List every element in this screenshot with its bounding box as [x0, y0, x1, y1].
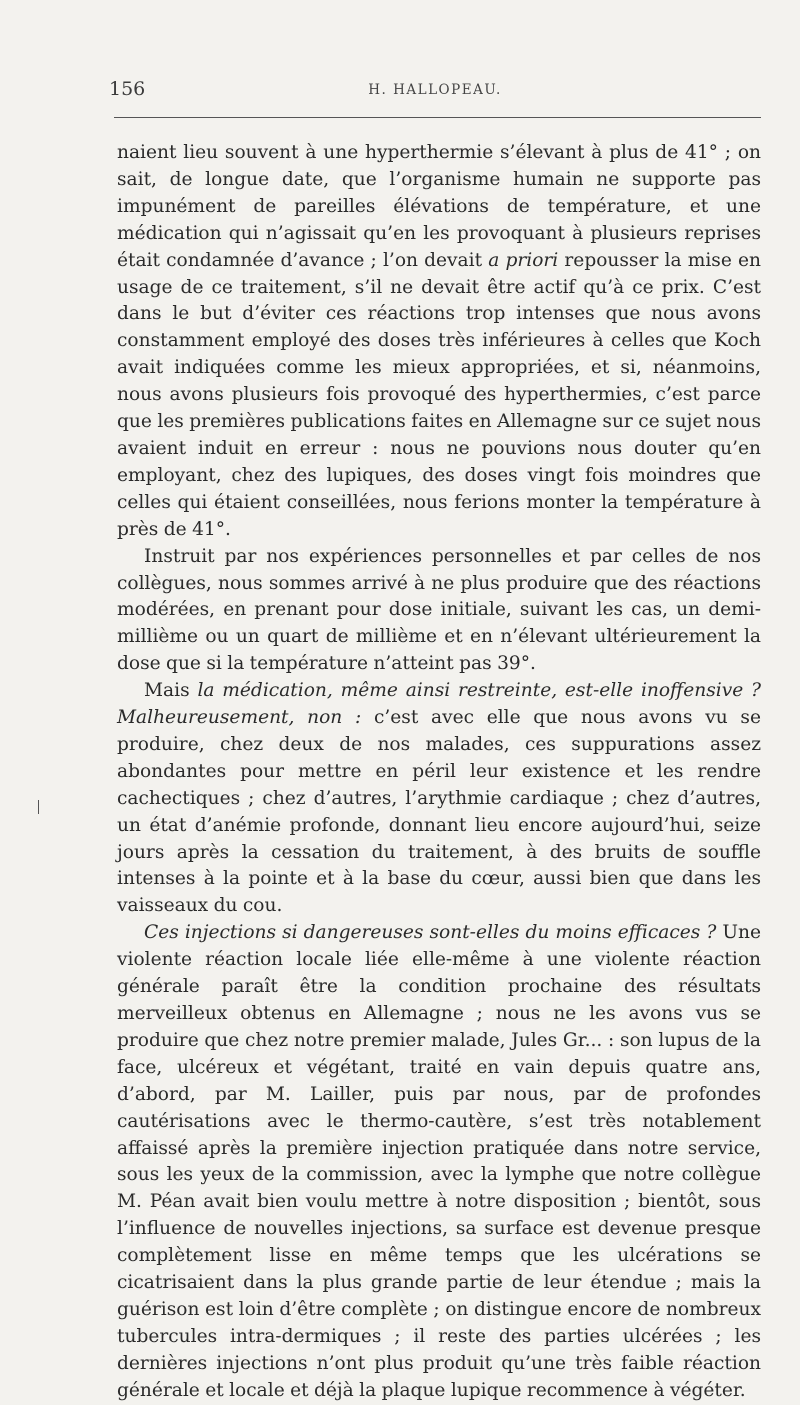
- paragraph-2-text: Instruit par nos expériences personnelles et par celles de nos collègues, nous sommes arrivé à ne plus produire que des réactions modérées, en prenant pour dose initiale, suivant les cas, un demi-millième ou un quart de millième et en n’élevant ultérieurement la dose que si la température n’atteint pas 39°.: [117, 545, 761, 675]
- paragraph-4-italic: Ces injections si dangereuses sont-elles du moins efficaces ?: [144, 922, 717, 944]
- body-text: [117, 140, 761, 1405]
- paragraph-1-text-a: naient lieu souvent à une hyperthermie s’élevant à plus de 41° ; on sait, de longue date, que l’organisme humain ne supporte pas impunément de pareilles élévations de température, et une médication qui n’agissait qu’en les provoquant à plusieurs reprises était condamnée d’avance ; l’on devait: [117, 142, 761, 271]
- paragraph-1-italic: a priori: [488, 249, 559, 271]
- page-number: 156: [109, 78, 146, 100]
- paragraph-3-italic: la médication, même ainsi restreinte, est-elle inoffensive ? Malheureusement, non :: [117, 680, 761, 729]
- paragraph-1-text-b: repousser la mise en usage de ce traitement, s’il ne devait être actif qu’à ce prix. C’est dans le but d’éviter ces réactions trop intenses que nous avons constamment employé des doses très inférieures à celles que Koch avait indiquées comme les mieux appropriées, et si, néanmoins, nous avons plusieurs fois provoqué des hyperthermies, c’est parce que les premières publications faites en Allemagne sur ce sujet nous avaient induit en erreur : nous ne pouvions nous douter qu’en employant, chez des lupiques, des doses vingt fois moindres que celles qui étaient conseillées, nous ferions monter la température à près de 41°.: [117, 249, 761, 540]
- page-header: [109, 78, 761, 106]
- running-head: H. HALLOPEAU.: [368, 82, 502, 98]
- paragraph-3-text-b: c’est avec elle que nous avons vu se produire, chez deux de nos malades, ces suppurations assez abondantes pour mettre en péril leur existence et les rendre cachectiques ; chez d’autres, l’arythmie cardiaque ; chez d’autres, un état d’anémie profonde, donnant lieu encore aujourd’hui, seize jours après la cessation du traitement, à des bruits de souffle intenses à la pointe et à la base du cœur, aussi bien que dans les vaisseaux du cou.: [117, 707, 761, 917]
- paragraph-3: [117, 678, 761, 920]
- header-rule: [114, 117, 761, 118]
- margin-mark: [38, 800, 39, 814]
- paragraph-3-text-a: Mais: [144, 680, 190, 702]
- paragraph-4-text: Une violente réaction locale liée elle-même à une violente réaction générale paraît être la condition prochaine des résultats merveilleux obtenus en Allemagne ; nous ne les avons vus se produire que chez notre premier malade, Jules Gr... : son lupus de la face, ulcéreux et végétant, traité en vain depuis quatre ans, d’abord, par M. Lailler, puis par nous, par de profondes cautérisations avec le thermo-cautère, s’est très notablement affaissé après la première injection pratiquée dans notre service, sous les yeux de la commission, avec la lymphe que notre collègue M. Péan avait bien voulu mettre à notre disposition ; bientôt, sous l’influence de nouvelles injections, sa surface est devenue presque complètement lisse en même temps que les ulcérations se cicatrisaient dans la plus grande partie de leur étendue ; mais la guérison est loin d’être complète ; on distingue encore de nombreux tubercules intra-dermiques ; il reste des parties ulcérées ; les dernières injections n’ont plus produit qu’une très faible réaction générale et locale et déjà la plaque lupique recommence à végéter.: [117, 922, 761, 1401]
- paragraph-1: [117, 140, 761, 544]
- paragraph-2: [117, 544, 761, 679]
- paragraph-4: [117, 920, 761, 1404]
